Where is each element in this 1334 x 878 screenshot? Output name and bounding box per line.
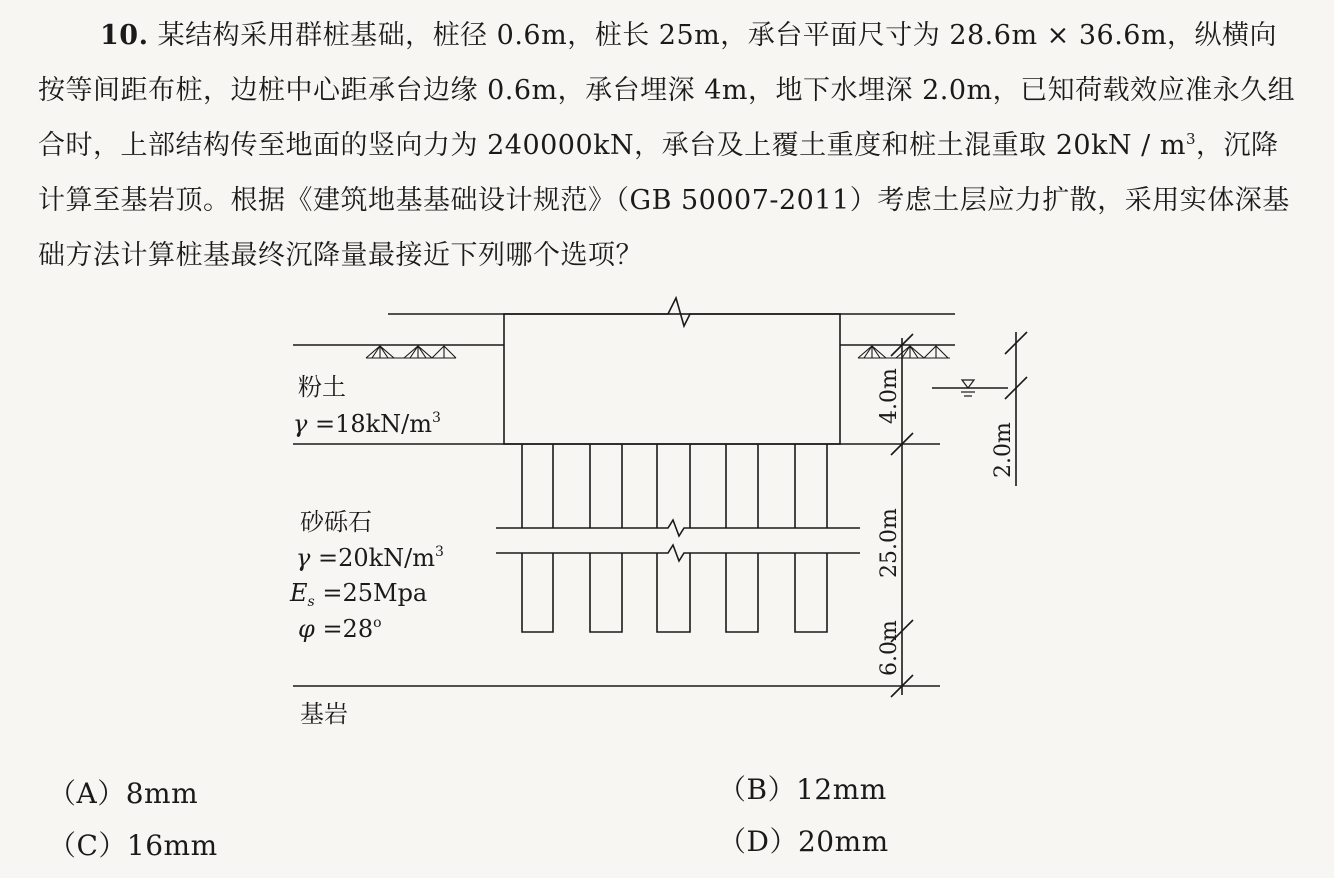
- ground-hatch-right: [858, 346, 950, 358]
- break-line-2: [496, 545, 860, 561]
- dimension-below-pile: 6.0m: [877, 620, 902, 676]
- layer2-gamma: $\gamma =20kN/m^3$: [296, 544, 444, 572]
- question-number: 10.: [100, 20, 149, 51]
- question-unit-superscript: 3: [1185, 130, 1196, 148]
- ground-hatch-left: [366, 346, 456, 358]
- dimension-water-depth: 2.0m: [991, 422, 1016, 478]
- dimension-cap-depth: 4.0m: [877, 368, 902, 424]
- question-body-part1: 某结构采用群桩基础，桩径 0.6m，桩长 25m，承台平面尺寸为 28.6m × 36.6m，纵横向按等间距布桩，边桩中心距承台边缘 0.6m，承台埋深 4m，地下水埋深 2.0m，已知荷载效应准永久组合时，上部结构传至地面的竖向力为 240000kN，承台及上覆土重度和桩土混重取 20kN / m: [38, 20, 1296, 161]
- dimension-pile-length: 25.0m: [877, 508, 902, 578]
- top-surface-line: [388, 298, 955, 326]
- layer2-phi: $\varphi =28^o$: [298, 615, 382, 643]
- question-body-part2: ，沉降计算至基岩顶。根据《建筑地基基础设计规范》（GB 50007-2011）考虑土层应力扩散，采用实体深基础方法计算桩基最终沉降量最接近下列哪个选项？: [38, 130, 1290, 271]
- bedrock-label: 基岩: [300, 700, 348, 728]
- pile-cap: [504, 314, 840, 444]
- break-line-1: [496, 520, 860, 536]
- option-d[interactable]: （D）20mm: [718, 825, 889, 858]
- option-c[interactable]: （C）16mm: [48, 829, 218, 862]
- piles-upper: [522, 444, 827, 528]
- layer2-es: $E_s =25Mpa$: [290, 579, 428, 610]
- layer1-gamma: $\gamma =18kN/m^3$: [293, 410, 441, 438]
- option-a[interactable]: （A）8mm: [48, 777, 199, 810]
- option-b[interactable]: （B）12mm: [718, 773, 887, 806]
- layer2-name: 砂砾石: [300, 508, 372, 536]
- piles-lower: [522, 553, 827, 632]
- layer1-name: 粉土: [298, 373, 346, 401]
